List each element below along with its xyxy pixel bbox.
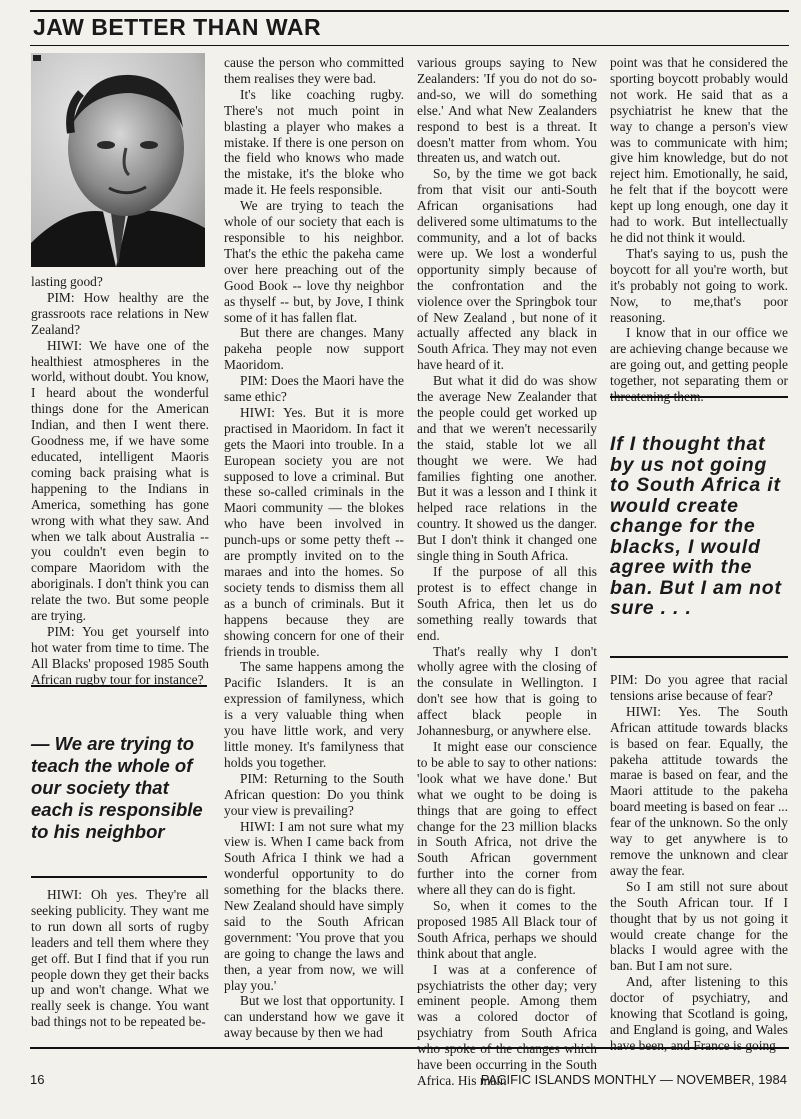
paragraph: So I am still not sure about the South African tour. If I thought that by us not going it would create change for the blacks I would agree with the ban. But I am not sure. xyxy=(610,878,788,974)
top-rule xyxy=(30,10,789,12)
pull-quote-rule-bottom xyxy=(31,876,207,878)
paragraph: I know that in our office we are achieving change because we are going out, and getting people together, not separating them or threatening them. xyxy=(610,325,788,405)
paragraph: We are trying to teach the whole of our society that each is responsible to his neighbor. That's the ethic the pakeha came over here preaching out of the Good Book -- love thy neighbor as thyself -- but, by Jove, I think some of it has fallen flat. xyxy=(224,198,404,325)
paragraph: HIWI: Yes. The South African attitude towards blacks is based on fear. Equally, the pakeha attitude towards the marae is based on fear, and the Maori attitude to the pakeha board meeting is based on fear ... fear of the unknown. So the only way to get anywhere is to remove the unknown and clear away the fear. xyxy=(610,703,788,878)
column-4-top xyxy=(610,55,788,405)
column-2 xyxy=(224,55,404,1041)
paragraph: PIM: You get yourself into hot water from time to time. The All Blacks' proposed 1985 South African rugby tour for instance? xyxy=(31,623,209,687)
paragraph: HIWI: Oh yes. They're all seeking publicity. They want me to run down all sorts of rugby leaders and tell them where they get off. But I find that if you run people down they get their backs up and won't change. What we really seek is change. You want bad things not to be repeated be- xyxy=(31,887,209,1030)
paragraph: But we lost that opportunity. I can understand how we gave it away because by then we had xyxy=(224,993,404,1041)
paragraph: So, by the time we got back from that visit our anti-South African organisations had delivered some ultimatums to the community, and a lot of backs were up. We lost a wonderful opportunity simply because of the confrontation and the violence over the Springbok tour of New Zealand , but none of it actually affected any black in South Africa. They may not even have heard of it. xyxy=(417,166,597,373)
column-1-bottom xyxy=(31,887,209,1030)
paragraph: PIM: Does the Maori have the same ethic? xyxy=(224,373,404,405)
headline-rule xyxy=(30,45,789,46)
paragraph: PIM: Returning to the South African question: Do you think your view is prevailing? xyxy=(224,770,404,818)
portrait-photo xyxy=(31,53,205,267)
paragraph: various groups saying to New Zealanders: 'If you do not do so-and-so, we will do something else.' And what New Zealanders respond to best is a threat. It doesn't matter from whom. You threaten us, and watch out. xyxy=(417,55,597,166)
paragraph: PIM: How healthy are the grassroots race relations in New Zealand? xyxy=(31,289,209,337)
pull-quote-right: If I thought that by us not going to South Africa it would create change for the blacks, I would agree with the ban. But I am not sure . . . xyxy=(610,433,782,619)
column-1-top xyxy=(31,274,209,688)
paragraph: It might ease our conscience to be able to say to other nations: 'look what we have done.' But what we ought to be doing is things that are going to effect change for the 23 million blacks in South Africa, not drive the South African government further into the corner from where all they can do is fight. xyxy=(417,738,597,898)
paragraph: If the purpose of all this protest is to effect change in South Africa, then let us do something really towards that end. xyxy=(417,564,597,643)
paragraph: The same happens among the Pacific Islanders. It is an expression of familyness, which is a very valuable thing when you have little work, and very little money. It's familyness that holds you together. xyxy=(224,659,404,770)
page-number: 16 xyxy=(30,1072,45,1087)
article-headline: JAW BETTER THAN WAR xyxy=(33,14,322,40)
paragraph: But what it did do was show the average New Zealander that the people could get worked up and that we weren't necessarily the staid, stable lot we all thought we were. We had families fighting one another. But it was a lesson and I think it helped race relations in the country. It showed us the danger. But I don't think it changed one single thing in South Africa. xyxy=(417,373,597,564)
pull-quote-rule-top xyxy=(610,396,788,398)
pull-quote-rule-top xyxy=(31,685,207,687)
paragraph: HIWI: We have one of the healthiest atmospheres in the world, without doubt. You know, I heard about the wonderful things done for the American Indian, and then I went there. Goodness me, if we have some educated, intelligent Maoris coming back praising what is happening to the Indians in America, something has gone wrong with what they saw. And when we talk about Australia -- you couldn't even begin to compare Maoridom with the aboriginals. I don't think you can relate the two. But some people are trying. xyxy=(31,337,209,624)
pull-quote-rule-bottom xyxy=(610,656,788,658)
paragraph: PIM: Do you agree that racial tensions arise because of fear? xyxy=(610,672,788,703)
paragraph: HIWI: I am not sure what my view is. When I came back from South Africa I think we had a wonderful opportunity to do something for the blacks there. New Zealand should have simply said to the South African government: 'You prove that you are going to change the laws and then, a year from now, we will play you.' xyxy=(224,818,404,993)
paragraph: That's really why I don't wholly agree with the closing of the consulate in Wellington. I don't see how that is going to affect black people in Johannesburg, or anywhere else. xyxy=(417,643,597,739)
column-4-bottom xyxy=(610,672,788,1054)
paragraph: And, after listening to this doctor of psychiatry, and knowing that Scotland is going, and England is going, and Wales have been, and France is going xyxy=(610,974,788,1053)
paragraph: I was at a conference of psychiatrists the other day; very eminent people. Among them was a colored doctor of psychiatry from South Africa who spoke of the changes which have been occurring in the South Africa. His main xyxy=(417,961,597,1088)
running-footer: PACIFIC ISLANDS MONTHLY — NOVEMBER, 1984 xyxy=(480,1072,787,1087)
paragraph: But there are changes. Many pakeha people now support Maoridom. xyxy=(224,325,404,373)
paragraph: cause the person who committed them realises they were bad. xyxy=(224,55,404,86)
paragraph: lasting good? xyxy=(31,274,103,289)
paragraph: It's like coaching rugby. There's not much point in blasting a player who makes a mistake. If there is one person on the field who knows who made the mistake, it's the bloke who made it. He feels responsible. xyxy=(224,86,404,198)
paragraph: HIWI: Yes. But it is more practised in Maoridom. In fact it gets the Maori into trouble. In a European society you are not supposed to love a criminal. But these so-called criminals in the Maori community — the blokes who have been involved in punch-ups or some petty theft --are promptly invited on to the maraes and into the homes. So society tends to dismiss them all as a bunch of criminals. But it happens because they are showing concern for one of their friends in trouble. xyxy=(224,404,404,659)
footer-rule xyxy=(30,1047,789,1049)
pull-quote-left: — We are trying to teach the whole of our society that each is responsible to his neighbor xyxy=(31,733,203,842)
column-3 xyxy=(417,55,597,1089)
paragraph: That's saying to us, push the boycott for all you're worth, but it's probably not going to work. Now, to me,that's poor reasoning. xyxy=(610,245,788,325)
paragraph: So, when it comes to the proposed 1985 All Black tour of South Africa, perhaps we should think about that angle. xyxy=(417,898,597,961)
paragraph: point was that he considered the sporting boycott probably would not work. He said that as a psychiatrist he knew that the way to change a person's view was to communicate with him; give him knowledge, but do not reject him. Emotionally, he said, he felt that if the boycott were kept up long enough, one day it had to work. But intellectually he did not think it would. xyxy=(610,55,788,245)
